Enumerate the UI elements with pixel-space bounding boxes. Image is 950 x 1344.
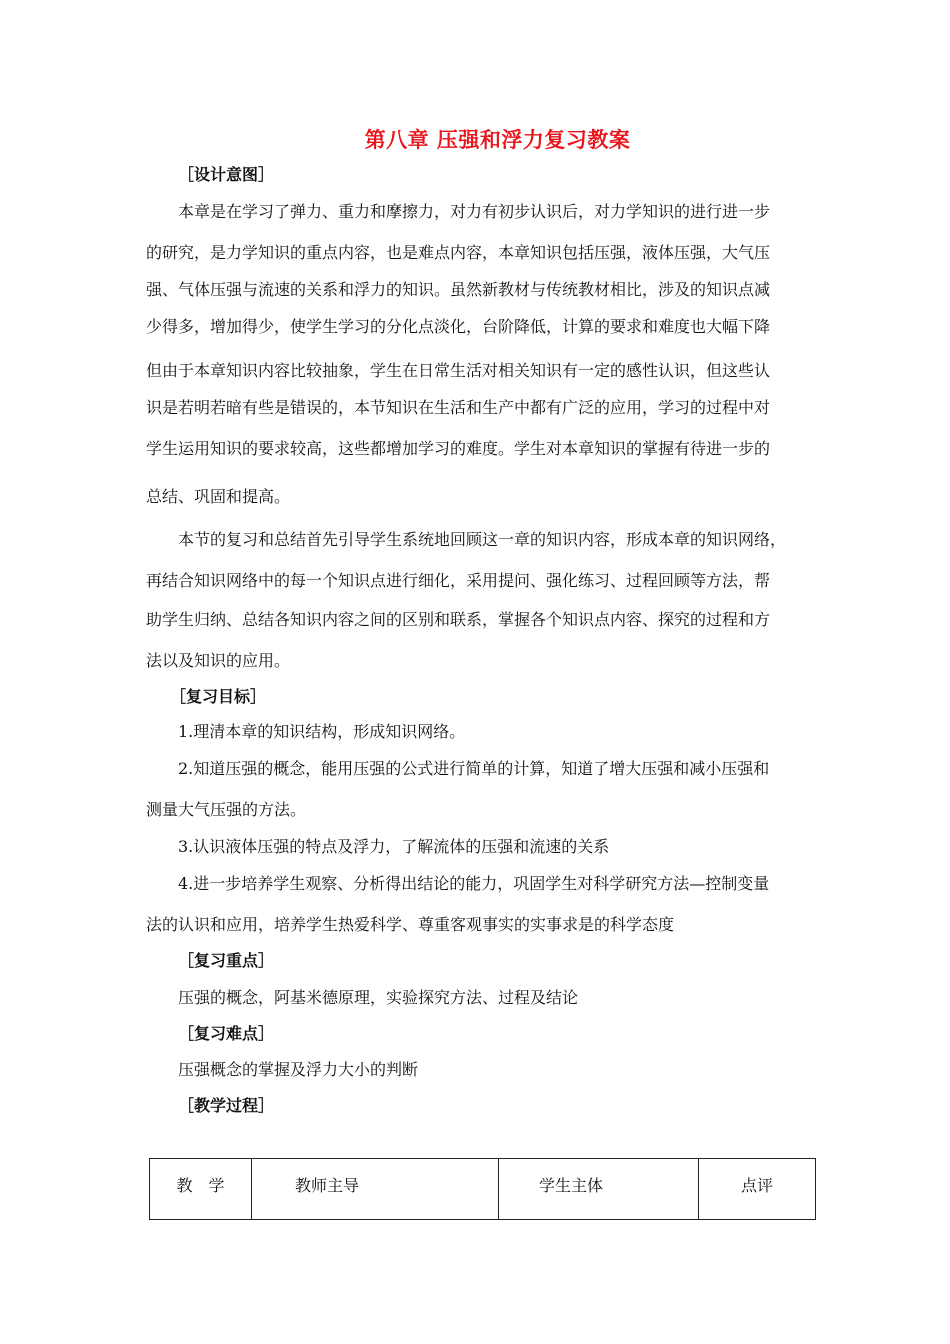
table-header-cell: 教师主导	[252, 1159, 499, 1220]
section-heading-review-goals: ［复习目标］	[170, 687, 267, 706]
table-row	[150, 1159, 816, 1220]
table-header-cell: 点评	[699, 1159, 816, 1220]
paragraph-line: 再结合知识网络中的每一个知识点进行细化，采用提问、强化练习、过程回顾等方法，帮	[146, 571, 771, 590]
section-heading-design-intent: ［设计意图］	[178, 165, 275, 184]
goal-line: 4.进一步培养学生观察、分析得出结论的能力，巩固学生对科学研究方法—控制变量	[178, 874, 770, 893]
paragraph-line: 助学生归纳、总结各知识内容之间的区别和联系，掌握各个知识点内容、探究的过程和方	[146, 610, 771, 629]
section-heading-difficult-points: ［复习难点］	[178, 1024, 275, 1043]
key-points-text: 压强的概念，阿基米德原理，实验探究方法、过程及结论	[178, 988, 579, 1007]
section-heading-teaching-process: ［教学过程］	[178, 1096, 275, 1115]
goal-line: 测量大气压强的方法。	[146, 800, 307, 819]
paragraph-line: 本章是在学习了弹力、重力和摩擦力，对力有初步认识后，对力学知识的进行进一步	[178, 202, 771, 221]
paragraph-line: 识是若明若暗有些是错误的，本节知识在生活和生产中都有广泛的应用，学习的过程中对	[146, 398, 771, 417]
section-heading-key-points: ［复习重点］	[178, 951, 275, 970]
goal-line: 2.知道压强的概念，能用压强的公式进行简单的计算，知道了增大压强和减小压强和	[178, 759, 770, 778]
table-header-cell: 教 学	[150, 1159, 252, 1220]
difficult-points-text: 压强概念的掌握及浮力大小的判断	[178, 1060, 419, 1079]
goal-line: 法的认识和应用，培养学生热爱科学、尊重客观事实的实事求是的科学态度	[146, 915, 675, 934]
paragraph-line: 但由于本章知识内容比较抽象，学生在日常生活对相关知识有一定的感性认识，但这些认	[146, 361, 771, 380]
paragraph-line: 的研究，是力学知识的重点内容，也是难点内容，本章知识包括压强，液体压强，大气压	[146, 243, 771, 262]
paragraph-line: 少得多，增加得少，使学生学习的分化点淡化，台阶降低，计算的要求和难度也大幅下降	[146, 317, 771, 336]
paragraph-line: 强、气体压强与流速的关系和浮力的知识。虽然新教材与传统教材相比，涉及的知识点减	[146, 280, 771, 299]
paragraph-line: 总结、巩固和提高。	[146, 487, 291, 506]
table-header-cell: 学生主体	[499, 1159, 699, 1220]
goal-line: 3.认识液体压强的特点及浮力，了解流体的压强和流速的关系	[178, 837, 610, 856]
goal-line: 1.理清本章的知识结构，形成知识网络。	[178, 722, 466, 741]
document-title: 第八章 压强和浮力复习教案	[364, 127, 631, 152]
teaching-process-table	[149, 1158, 816, 1220]
paragraph-line: 学生运用知识的要求较高，这些都增加学习的难度。学生对本章知识的掌握有待进一步的	[146, 439, 771, 458]
paragraph-line: 本节的复习和总结首先引导学生系统地回顾这一章的知识内容，形成本章的知识网络，	[178, 530, 787, 549]
paragraph-line: 法以及知识的应用。	[146, 651, 291, 670]
